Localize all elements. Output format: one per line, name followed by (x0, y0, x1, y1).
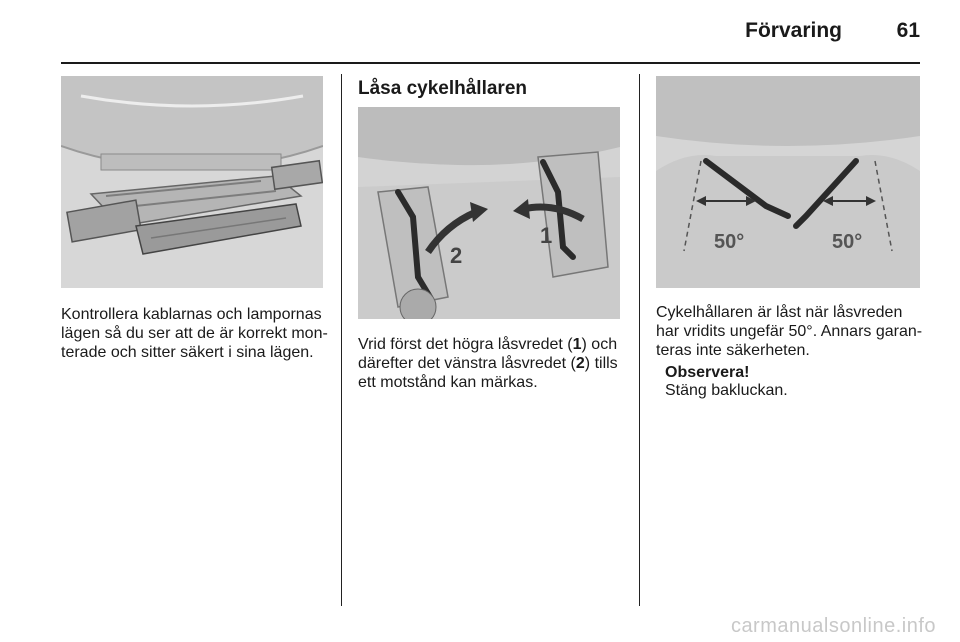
text-line: teras inte säkerheten. (656, 342, 810, 359)
page-number: 61 (896, 19, 920, 42)
lever-1-label: 1 (540, 223, 553, 248)
page-header-title: Förvaring (745, 19, 842, 42)
text-line: Kontrollera kablarnas och lampornas (61, 306, 322, 323)
column-divider (341, 74, 342, 606)
lock-instructions-paragraph (358, 335, 618, 392)
locked-levers-illustration (656, 76, 920, 288)
locked-status-paragraph (656, 303, 922, 360)
section-title: Låsa cykelhållaren (358, 78, 527, 99)
text-line: Cykelhållaren är låst när låsvreden (656, 304, 903, 321)
text-line: lägen så du ser att de är korrekt mon- (61, 325, 328, 342)
angle-right-label: 50° (832, 231, 863, 253)
angle-left-label: 50° (714, 231, 745, 253)
column-divider (639, 74, 640, 606)
header-rule (61, 62, 920, 64)
text-line: Vrid först det högra låsvredet (1) och (358, 336, 618, 353)
text-line: därefter det vänstra låsvredet (2) tills (358, 355, 618, 372)
lever-2-label: 2 (450, 243, 463, 268)
bike-carrier-extended-illustration (61, 76, 323, 288)
watermark: carmanualsonline.info (730, 615, 936, 637)
lock-levers-illustration (358, 107, 620, 319)
text-line: har vridits ungefär 50°. Annars garan- (656, 323, 923, 340)
text-line: terade och sitter säkert i sina lägen. (61, 344, 314, 361)
wiring-check-paragraph (61, 305, 328, 362)
note-text: Stäng bakluckan. (665, 382, 788, 399)
text-line: ett motstånd kan märkas. (358, 374, 538, 391)
note-heading: Observera! (665, 364, 750, 381)
